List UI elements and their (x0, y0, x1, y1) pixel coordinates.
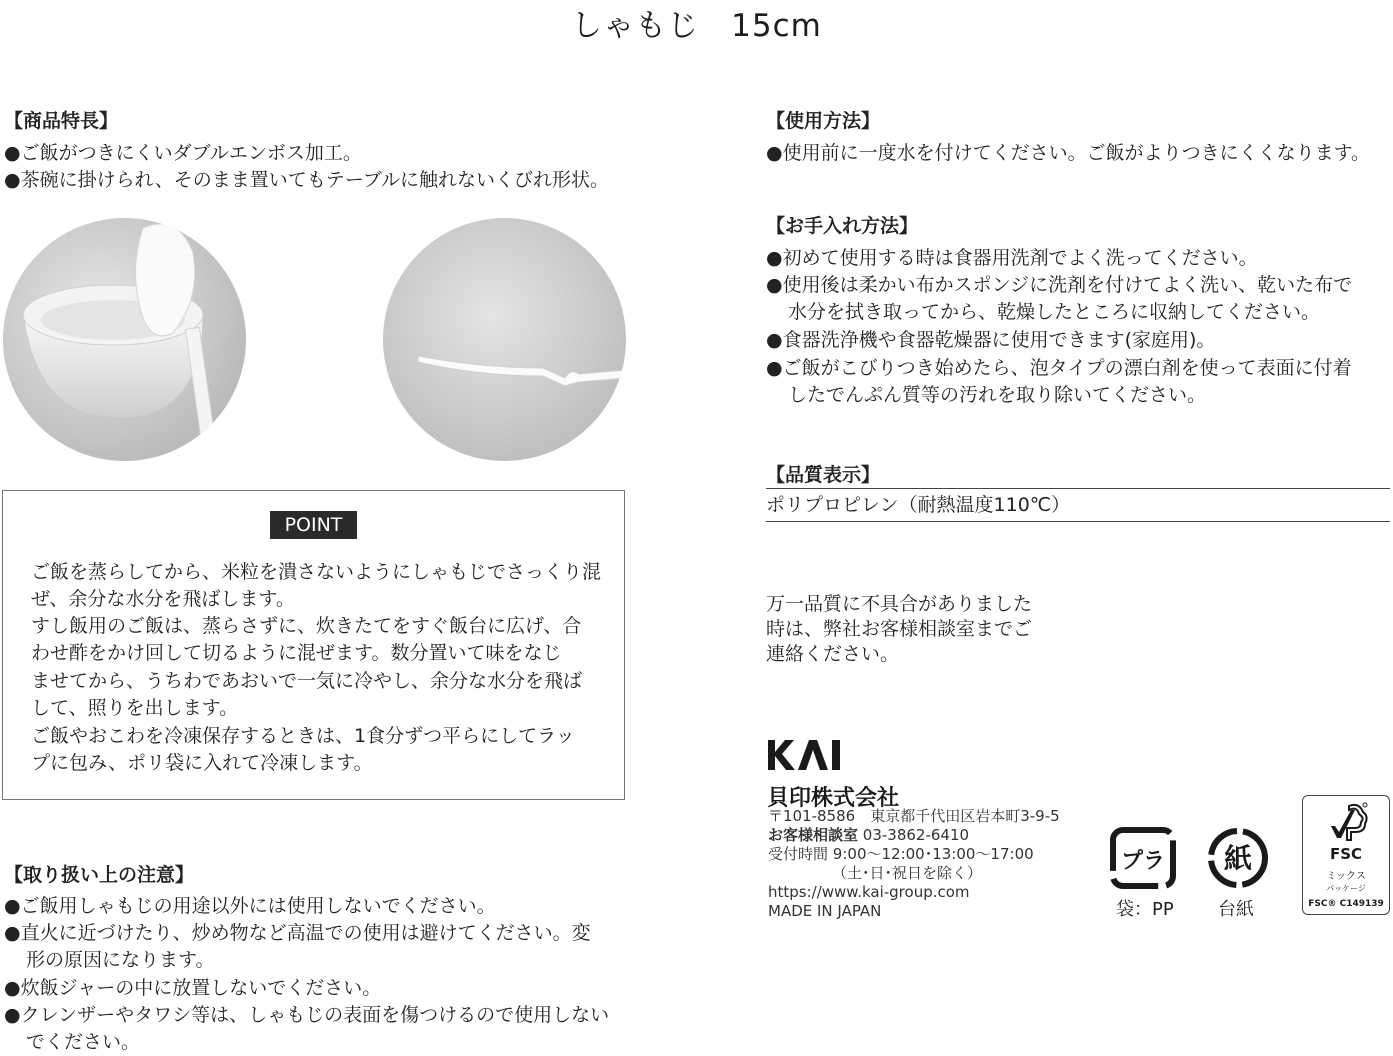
fsc-name: FSC (1329, 845, 1363, 863)
paper-recycle-icon (1206, 826, 1270, 894)
company-hours-row (768, 845, 1060, 864)
fsc-tree-icon (1325, 802, 1369, 844)
point-line-3: すし飯用のご飯は、蒸らさずに、炊きたてをすぐ飯台に広げ、合 (31, 615, 582, 637)
caution-line-1: ●ご飯用しゃもじの用途以外には使用しないでください。 (4, 895, 496, 917)
care-line-2: ●使用後は柔かい布かスポンジに洗剤を付けてよく洗い、乾いた布で (766, 274, 1353, 296)
fsc-license: FSC® C149139 (1308, 899, 1384, 909)
care-line-6: したでんぷん質等の汚れを取り除いてください。 (788, 384, 1207, 406)
phone-label: お客様相談室 (768, 826, 859, 844)
company-url[interactable]: https://www.kai-group.com (768, 883, 970, 901)
contact-note (766, 592, 1032, 667)
fsc-mix: ミックス (1326, 871, 1366, 882)
point-line-1: ご飯を蒸らしてから、米粒を潰さないようにしゃもじでさっくり混 (31, 561, 602, 583)
point-line-2: ぜ、余分な水分を飛ばします。 (31, 588, 295, 610)
caution-heading: 【取り扱い上の注意】 (4, 864, 195, 886)
quality-heading: 【品質表示】 (766, 464, 881, 486)
care-heading: 【お手入れ方法】 (766, 215, 919, 237)
hours-label: 受付時間 (768, 845, 829, 863)
fsc-label (1302, 795, 1390, 915)
care-line-3: 水分を拭き取ってから、乾燥したところに収納してください。 (788, 301, 1321, 323)
feature-item-1: ●ご飯がつきにくいダブルエンボス加工。 (4, 142, 362, 164)
usage-item-1: ●使用前に一度水を付けてください。ご飯がよりつきにくくなります。 (766, 142, 1371, 164)
caution-line-2: ●直火に近づけたり、炒め物など高温での使用は避けてください。変 (4, 922, 591, 944)
contact-note-line-2: 時は、弊社お客様相談室までご (766, 618, 1033, 640)
caution-line-4: ●炊飯ジャーの中に放置しないでください。 (4, 977, 382, 999)
made-in: MADE IN JAPAN (768, 902, 882, 920)
point-line-4: わせ酢をかけ回して切るように混ぜます。数分置いて味をなじ (31, 642, 562, 664)
contact-note-line-1: 万一品質に不具合がありました (766, 593, 1033, 615)
caution-line-5: ●クレンザーやタワシ等は、しゃもじの表面を傷つけるので使用しない (4, 1004, 610, 1026)
caution-line-3: 形の原因になります。 (26, 949, 215, 971)
point-line-5: ませてから、うちわであおいで一気に冷やし、余分な水分を飛ば (31, 670, 583, 692)
care-line-5: ●ご飯がこびりつき始めたら、泡タイプの漂白剤を使って表面に付着 (766, 357, 1352, 379)
features-heading: 【商品特長】 (4, 110, 119, 132)
feature-item-2: ●茶碗に掛けられ、そのまま置いてもテーブルに触れないくびれ形状。 (4, 169, 610, 191)
quality-divider-top (766, 488, 1390, 489)
quality-divider-bottom (766, 521, 1390, 522)
contact-note-line-3: 連絡ください。 (766, 643, 900, 665)
plastic-recycle-icon (1110, 827, 1176, 893)
point-line-7: ご飯やおこわを冷凍保存するときは、1食分ずつ平らにしてラッ (31, 725, 575, 747)
point-line-6: して、照りを出します。 (31, 697, 239, 719)
fsc-package: パッケージ (1326, 884, 1366, 893)
caution-line-6: でください。 (26, 1031, 141, 1053)
company-name: 貝印株式会社 (767, 786, 900, 811)
care-line-4: ●食器洗浄機や食器乾燥器に使用できます(家庭用)。 (766, 329, 1216, 351)
company-info (768, 807, 1060, 921)
paddle-side-photo (383, 218, 626, 461)
kai-logo (768, 740, 842, 774)
plastic-mark-text: プラ (1120, 849, 1166, 874)
phone-number: 03-3862-6410 (862, 826, 970, 844)
point-line-8: プに包み、ポリ袋に入れて冷凍します。 (31, 752, 373, 774)
company-address: 〒101-8586 東京都千代田区岩本町3-9-5 (768, 807, 1060, 825)
bowl-photo (3, 218, 246, 461)
care-line-1: ●初めて使用する時は食器用洗剤でよく洗ってください。 (766, 247, 1258, 269)
paper-label: 台紙 (1218, 899, 1254, 920)
page-title: しゃもじ 15cm (571, 8, 822, 44)
point-badge: POINT (270, 511, 357, 539)
paper-mark-text: 紙 (1223, 842, 1253, 875)
company-closed: （土･日･祝日を除く） (832, 864, 983, 882)
company-phone-row (768, 826, 1060, 845)
usage-heading: 【使用方法】 (766, 110, 881, 132)
hours-value: 9:00〜12:00･13:00〜17:00 (832, 845, 1034, 863)
quality-material: ポリプロピレン（耐熱温度110℃） (766, 494, 1071, 516)
plastic-label: 袋：PP (1116, 899, 1174, 920)
